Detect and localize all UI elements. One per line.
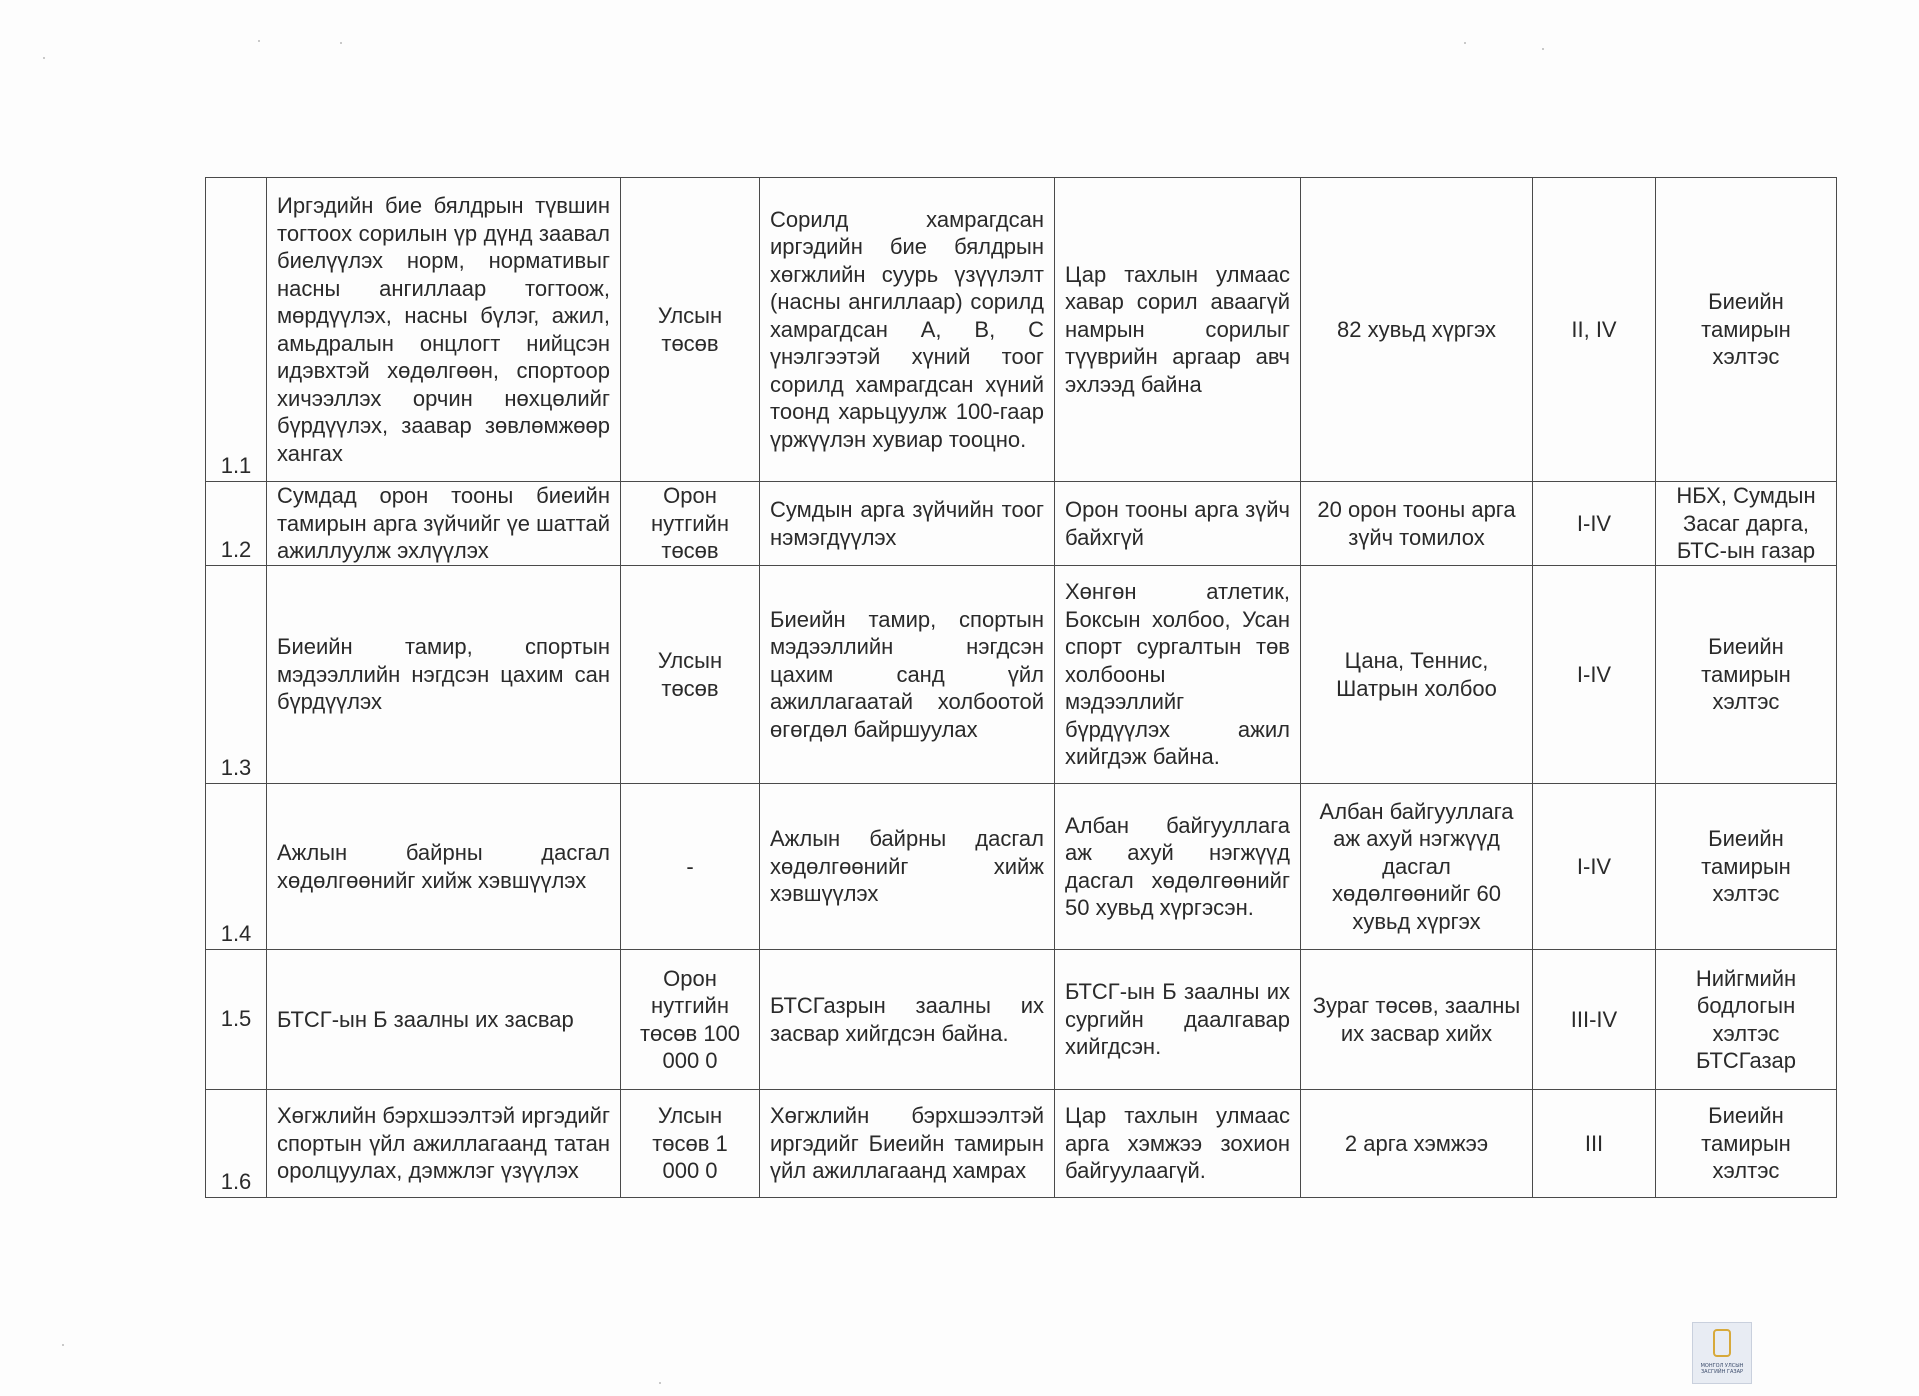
target-cell: 82 хувьд хүргэх (1301, 178, 1533, 482)
table-row (206, 566, 1837, 784)
responsible-cell: Биеийн тамирын хэлтэс (1656, 784, 1837, 950)
table-row (206, 1090, 1837, 1198)
funding-cell: Улсын төсөв 1 000 0 (621, 1090, 760, 1198)
row-number: 1.4 (206, 784, 267, 950)
government-emblem (1692, 1322, 1752, 1384)
action-plan-table (205, 177, 1837, 1198)
row-number: 1.5 (206, 950, 267, 1090)
target-cell: 20 орон тооны арга зүйч томилох (1301, 482, 1533, 566)
responsible-cell: Биеийн тамирын хэлтэс (1656, 566, 1837, 784)
period-cell: II, IV (1533, 178, 1656, 482)
indicator-cell: Хөгжлийн бэрхшээлтэй иргэдийг Биеийн тамирын үйл ажиллагаанд хамрах (760, 1090, 1055, 1198)
scan-speck (340, 42, 342, 44)
responsible-cell: Биеийн тамирын хэлтэс (1656, 1090, 1837, 1198)
funding-cell: Улсын төсөв (621, 178, 760, 482)
period-cell: III-IV (1533, 950, 1656, 1090)
row-number: 1.6 (206, 1090, 267, 1198)
indicator-cell: Биеийн тамир, спортын мэдээллийн нэгдсэн цахим санд үйл ажиллагаатай холбоотой өгөгдөл байршуулах (760, 566, 1055, 784)
scan-speck (659, 1382, 661, 1384)
funding-cell: Орон нутгийн төсөв 100 000 0 (621, 950, 760, 1090)
row-number: 1.1 (206, 178, 267, 482)
baseline-cell: БТСГ-ын Б заалны их сургийн даалгавар хийгдсэн. (1055, 950, 1301, 1090)
indicator-cell: Сорилд хамрагдсан иргэдийн бие бялдрын хөгжлийн суурь үзүүлэлт (насны ангиллаар) сорилд хамрагдсан А, В, С үнэлгээтэй хүний тоог сорилд хамрагдсан хүний тоонд харьцуулж 100-гаар үржүүлэн хувиар тооцно. (760, 178, 1055, 482)
baseline-cell: Цар тахлын улмаас хавар сорил аваагүй намрын сорилыг түүврийн аргаар авч эхлээд байна (1055, 178, 1301, 482)
soyombo-emblem-icon (1713, 1329, 1731, 1357)
responsible-cell: Биеийн тамирын хэлтэс (1656, 178, 1837, 482)
activity-cell: Ажлын байрны дасгал хөдөлгөөнийг хийж хэвшүүлэх (267, 784, 621, 950)
indicator-cell: Ажлын байрны дасгал хөдөлгөөнийг хийж хэвшүүлэх (760, 784, 1055, 950)
period-cell: I-IV (1533, 784, 1656, 950)
activity-cell: Биеийн тамир, спортын мэдээллийн нэгдсэн цахим сан бүрдүүлэх (267, 566, 621, 784)
activity-cell: Иргэдийн бие бялдрын түвшин тогтоох сорилын үр дүнд заавал биелүүлэх норм, нормативыг насны ангиллаар тогтоож, мөрдүүлэх, насны бүлэг, ажил, амьдралын онцлогт нийцсэн идэвхтэй хөдөлгөөн, спортоор хичээллэх орчин нөхцөлийг бүрдүүлэх, заавар зөвлөмжөөр хангах (267, 178, 621, 482)
target-cell: 2 арга хэмжээ (1301, 1090, 1533, 1198)
funding-cell: Улсын төсөв (621, 566, 760, 784)
baseline-cell: Хөнгөн атлетик, Боксын холбоо, Усан спорт сургалтын төв холбооны мэдээллийг бүрдүүлэх ажил хийгдэж байна. (1055, 566, 1301, 784)
scan-speck (43, 57, 45, 59)
table-row (206, 482, 1837, 566)
baseline-cell: Албан байгууллага аж ахуй нэгжүүд дасгал хөдөлгөөнийг 50 хувьд хүргэсэн. (1055, 784, 1301, 950)
responsible-cell: Нийгмийн бодлогын хэлтэс БТСГазар (1656, 950, 1837, 1090)
indicator-cell: Сумдын арга зүйчийн тоог нэмэгдүүлэх (760, 482, 1055, 566)
table-row (206, 178, 1837, 482)
funding-cell: - (621, 784, 760, 950)
period-cell: I-IV (1533, 482, 1656, 566)
scan-speck (258, 40, 260, 42)
table-row (206, 784, 1837, 950)
scan-speck (1542, 48, 1544, 50)
row-number: 1.2 (206, 482, 267, 566)
period-cell: III (1533, 1090, 1656, 1198)
baseline-cell: Орон тооны арга зүйч байхгүй (1055, 482, 1301, 566)
target-cell: Зураг төсөв, заалны их засвар хийх (1301, 950, 1533, 1090)
activity-cell: Хөгжлийн бэрхшээлтэй иргэдийг спортын үйл ажиллагаанд татан оролцуулах, дэмжлэг үзүүлэх (267, 1090, 621, 1198)
indicator-cell: БТСГазрын заалны их засвар хийгдсэн байна. (760, 950, 1055, 1090)
activity-cell: Сумдад орон тооны биеийн тамирын арга зүйчийг үе шаттай ажиллуулж эхлүүлэх (267, 482, 621, 566)
funding-cell: Орон нутгийн төсөв (621, 482, 760, 566)
emblem-caption: МОНГОЛ УЛСЫН ЗАСГИЙН ГАЗАР (1700, 1363, 1744, 1375)
baseline-cell: Цар тахлын улмаас арга хэмжээ зохион байгуулаагүй. (1055, 1090, 1301, 1198)
table-row (206, 950, 1837, 1090)
scan-speck (1464, 42, 1466, 44)
responsible-cell: НБХ, Сумдын Засаг дарга, БТС-ын газар (1656, 482, 1837, 566)
target-cell: Цана, Теннис, Шатрын холбоо (1301, 566, 1533, 784)
scan-speck (62, 1344, 64, 1346)
period-cell: I-IV (1533, 566, 1656, 784)
activity-cell: БТСГ-ын Б заалны их засвар (267, 950, 621, 1090)
row-number: 1.3 (206, 566, 267, 784)
target-cell: Албан байгууллага аж ахуй нэгжүүд дасгал хөдөлгөөнийг 60 хувьд хүргэх (1301, 784, 1533, 950)
